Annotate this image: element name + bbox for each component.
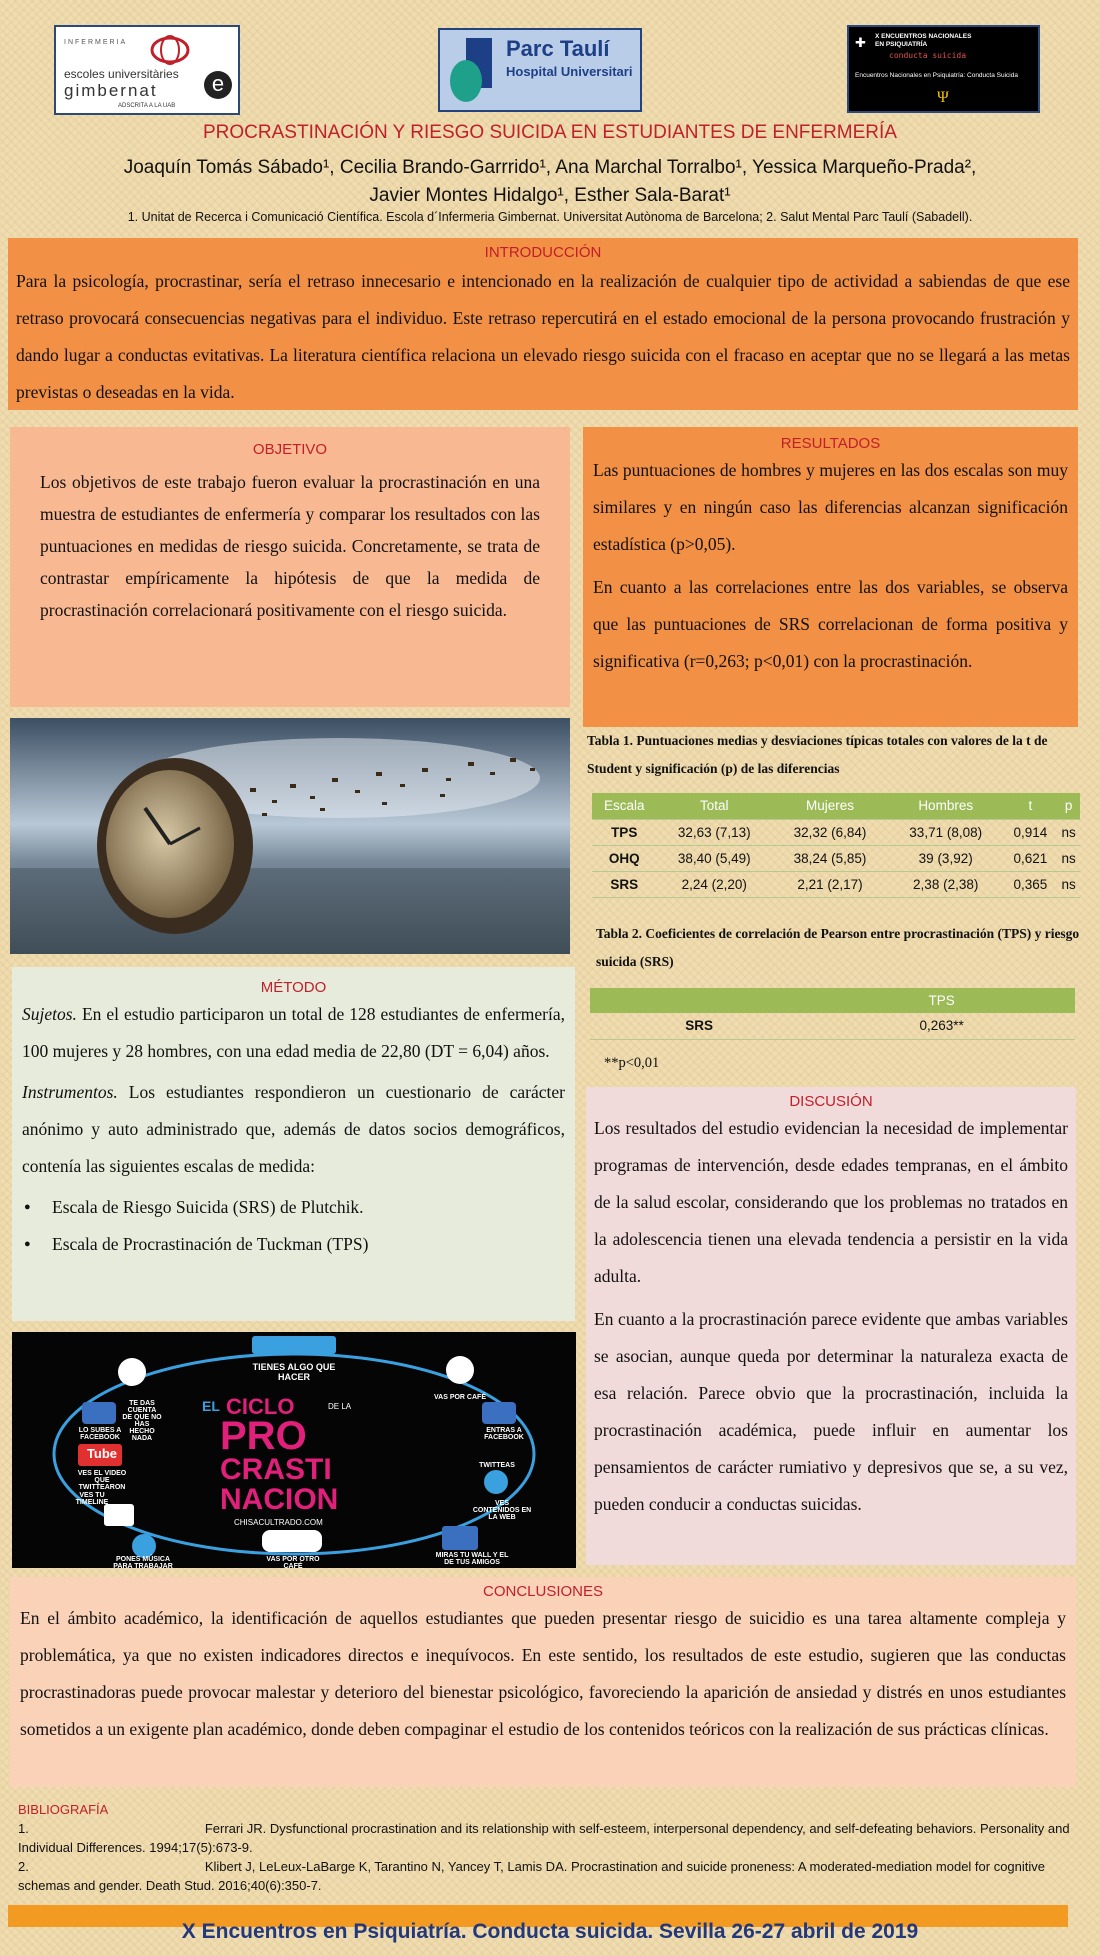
table-row [590, 1013, 1075, 1039]
logo-gimbernat-line2: escoles universitàries [64, 67, 179, 81]
resultados-section [583, 427, 1078, 727]
clock-illustration-icon [10, 718, 570, 954]
conclusiones-heading: CONCLUSIONES [482, 1583, 604, 1600]
table-row [592, 871, 1080, 897]
gimbernat-emblem-icon [148, 33, 192, 67]
table-cell: 33,71 (8,08) [888, 819, 1004, 845]
cycle-label: PONES MÚSICA PARA TRABAJAR [113, 1556, 173, 1568]
reference-2 [18, 1857, 1078, 1895]
tabla1-header-cell: Total [656, 793, 772, 819]
bibliografia-heading: BIBLIOGRAFÍA [18, 1802, 109, 1817]
discusion-heading: DISCUSIÓN [789, 1093, 873, 1110]
cycle-label: ENTRAS A FACEBOOK [484, 1427, 524, 1441]
cycle-pro: PRO [220, 1414, 307, 1458]
poster-title: PROCRASTINACIÓN Y RIESGO SUICIDA EN ESTUDIANTES DE ENFERMERÍA [203, 122, 897, 143]
cycle-ciclo: CICLO [226, 1394, 295, 1419]
instrumentos-label: Instrumentos. [22, 1082, 118, 1102]
cycle-de-la: DE LA [328, 1402, 352, 1411]
list-item: ● Escala de Riesgo Suicida (SRS) de Plutchik. [22, 1189, 565, 1226]
list-item: ● Escala de Procrastinación de Tuckman (TPS) [22, 1226, 565, 1263]
reference-1 [18, 1819, 1078, 1857]
parc-tauli-subtitle: Hospital Universitari [506, 64, 633, 79]
footer-text: X Encuentros en Psiquiatría. Conducta suicida. Sevilla 26-27 abril de 2019 [181, 1920, 919, 1943]
authors-line-1: Joaquín Tomás Sábado¹, Cecilia Brando-Garrrido¹, Ana Marchal Torralbo¹, Yessica Marqueño-Prada², [123, 157, 977, 178]
table-row [592, 845, 1080, 871]
cycle-label: MIRAS TU WALL Y EL DE TUS AMIGOS [435, 1552, 509, 1566]
metodo-section [12, 967, 575, 1321]
resultados-heading: RESULTADOS [780, 435, 881, 452]
table-cell: 32,32 (6,84) [772, 819, 888, 845]
cycle-el: EL [202, 1398, 220, 1414]
discusion-paragraph-1: Los resultados del estudio evidencian la necesidad de implementar programas de intervención, desde edades tempranas, en el ámbito de la salud escolar, considerando que los problemas no tratados en la adolescencia tienen una elevada tendencia a persistir en la vida adulta. [594, 1118, 1068, 1286]
gimbernat-logo [54, 25, 240, 115]
table-cell: 39 (3,92) [888, 845, 1004, 871]
conclusiones-text: En el ámbito académico, la identificación de aquellos estudiantes que pueden presentar riesgo de suicidio es una tarea altamente compleja y problemática, ya que no existen indicadores directos e inequívocos. En este sentido, los resultados de este estudio, sugieren que las conductas procrastinadoras puede provocar malestar y deterioro del bienestar psicológico, favoreciendo la aparición de ansiedad y distrés en unos estudiantes sometidos a un exigente plan académico, donde deben compaginar el estudio de los contenidos teóricos con la realización de sus prácticas clínicas. [20, 1608, 1066, 1739]
youtube-icon: Tube [86, 1446, 118, 1461]
table-cell: 2,24 (2,20) [656, 871, 772, 897]
encuentros-line2: EN PSIQUIATRÍA [875, 41, 928, 48]
tabla1-header-cell: p [1057, 793, 1080, 819]
objetivo-text: Los objetivos de este trabajo fueron evaluar la procrastinación en una muestra de estudiantes de enfermería y comparar los resultados con las puntuaciones en medidas de riesgo suicida. Concretamente, se trata de contrastar empíricamente la hipótesis de que la medida de procrastinación correlacionará positivamente con el riesgo suicida. [40, 472, 540, 620]
tabla1-caption: Tabla 1. Puntuaciones medias y desviaciones típicas totales con valores de la t de Student y significación (p) de las diferencias [587, 733, 1048, 776]
cycle-label: VES EL VIDEO QUE TWITTEARON [77, 1470, 127, 1491]
encuentros-line3: conducta suicida [889, 51, 967, 60]
authors [40, 154, 1060, 210]
cycle-site: CHISACULTRADO.COM [234, 1518, 323, 1527]
parc-tauli-name: Parc Taulí [506, 36, 610, 61]
tabla1-header-cell: t [1004, 793, 1058, 819]
encuentros-line1: X ENCUENTROS NACIONALES [875, 33, 972, 40]
tabla1-header-cell: Hombres [888, 793, 1004, 819]
cycle-label: LO SUBES A FACEBOOK [78, 1427, 122, 1441]
cycle-nacion: NACION [220, 1483, 339, 1516]
tabla1 [592, 793, 1080, 898]
introduccion-heading: INTRODUCCIÓN [484, 244, 602, 261]
table-row [592, 819, 1080, 845]
tabla2-caption: Tabla 2. Coeficientes de correlación de Pearson entre procrastinación (TPS) y riesgo suicida (SRS) [596, 926, 1080, 969]
discusion-paragraph-2: En cuanto a la procrastinación parece evidente que ambas variables se asocian, aunque queda por determinar la naturaleza exacta de esa relación. Parece obvio que la procrastinación, incluida la procrastinación académica, puede influir en aumentar los pensamientos de carácter rumiativo y depresivos que se, a su vez, pueden conducir a conductas suicidas. [594, 1309, 1068, 1514]
encuentros-cross-icon: ✚ [855, 35, 866, 50]
logo-gimbernat-line3: gimbernat [64, 81, 158, 100]
metodo-instrumentos [22, 1074, 565, 1185]
tabla2-note: **p<0,01 [604, 1055, 660, 1071]
conclusiones-section [10, 1577, 1076, 1787]
reference-number: 2. [18, 1859, 29, 1874]
instrumentos-text: Los estudiantes respondieron un cuestionario de carácter anónimo y auto administrado que, además de datos socios demográficos, contenía las siguientes escalas de medida: [22, 1082, 565, 1176]
tabla1-header-cell: Escala [592, 793, 656, 819]
tabla1-header-cell: Mujeres [772, 793, 888, 819]
introduccion-text: Para la psicología, procrastinar, sería el retraso innecesario e intencionado en la realización de cualquier tipo de actividad a sabiendas de que ese retraso provocará consecuencias negativas para el individuo. Este retraso repercutirá en el estado emocional de la persona provocando frustración y dando lugar a conductas evitativas. La literatura científica relaciona un elevado riesgo suicida con el fracaso en aceptar que no se llegará a las metas previstas o deseadas en la vida. [16, 271, 1070, 402]
bibliografia-section [18, 1800, 1078, 1895]
table-cell: 0,914 [1004, 819, 1058, 845]
objetivo-section [10, 427, 570, 707]
authors-line-2: Javier Montes Hidalgo¹, Esther Sala-Barat¹ [369, 185, 731, 206]
tabla2-header-row [590, 988, 1075, 1013]
table-cell: 38,40 (5,49) [656, 845, 772, 871]
tabla2-header-empty [590, 988, 808, 1013]
parc-tauli-logo [438, 28, 642, 112]
introduccion-section [8, 238, 1078, 410]
cycle-label: VAS POR OTRO CAFÉ [266, 1556, 320, 1568]
table-cell: SRS [590, 1013, 808, 1039]
logo-gimbernat-line4: ADSCRITA A LA UAB [118, 103, 176, 109]
reference-text: Klibert J, LeLeux-LaBarge K, Tarantino N, Yancey T, Lamis DA. Procrastination and suicide proneness: A moderated-mediation model for cognitive schemas and gender. Death Stud. 2016;40(6):350-7. [18, 1859, 1046, 1893]
logo-gimbernat-line1: INFERMERIA [64, 39, 128, 46]
reference-text: Ferrari JR. Dysfunctional procrastination and its relationship with self-esteem, interpersonal dependency, and self-defeating behaviors. Personality and Individual Differences. 1994;17(5):673-9. [18, 1821, 1070, 1855]
cycle-label: TE DAS CUENTA DE QUE NO HAS HECHO NADA [122, 1400, 162, 1442]
table-cell: 0,365 [1004, 871, 1058, 897]
metodo-heading: MÉTODO [260, 979, 327, 996]
cycle-label: VAS POR CAFÉ [434, 1394, 486, 1401]
objetivo-heading: OBJETIVO [252, 441, 328, 458]
encuentros-logo [847, 25, 1040, 113]
parc-tauli-circle-icon [450, 60, 482, 102]
e-logo-icon: e [204, 71, 232, 99]
table-cell: 38,24 (5,85) [772, 845, 888, 871]
cycle-label: VES TU TIMELINE [75, 1492, 109, 1506]
table-cell: ns [1057, 871, 1080, 897]
sujetos-label: Sujetos. [22, 1004, 77, 1024]
psi-icon: Ψ [937, 89, 949, 106]
cycle-label-tienes: TIENES ALGO QUE HACER [252, 1362, 336, 1382]
table-cell: SRS [592, 871, 656, 897]
tabla1-header-row [592, 793, 1080, 819]
table-cell: OHQ [592, 845, 656, 871]
table-cell: ns [1057, 819, 1080, 845]
reference-number: 1. [18, 1821, 29, 1836]
table-cell: ns [1057, 845, 1080, 871]
procrastination-cycle-image [12, 1332, 576, 1568]
clock-photo [10, 718, 570, 954]
table-cell: 2,21 (2,17) [772, 871, 888, 897]
table-cell: 0,621 [1004, 845, 1058, 871]
resultados-paragraph-1: Las puntuaciones de hombres y mujeres en las dos escalas son muy similares y en ningún caso las diferencias alcanzan significación estadística (p>0,05). [593, 460, 1068, 554]
table-cell: 0,263** [808, 1013, 1075, 1039]
resultados-paragraph-2: En cuanto a las correlaciones entre las dos variables, se observa que las puntuaciones de SRS correlacionan de forma positiva y significativa (r=0,263; p<0,01) con la procrastinación. [593, 577, 1068, 671]
tabla2-header-cell: TPS [808, 988, 1075, 1013]
cycle-label: TWITTEAS [479, 1462, 515, 1469]
cycle-label: VES CONTENIDOS EN LA WEB [472, 1500, 532, 1521]
encuentros-line4: Encuentros Nacionales en Psiquiatría: Conducta Suicida [855, 72, 1018, 79]
cycle-crasti: CRASTI [220, 1453, 332, 1486]
table-cell: 32,63 (7,13) [656, 819, 772, 845]
metodo-list [22, 1189, 565, 1263]
sujetos-text: En el estudio participaron un total de 128 estudiantes de enfermería, 100 mujeres y 28 hombres, con una edad media de 22,80 (DT = 6,04) años. [22, 1004, 565, 1061]
table-cell: TPS [592, 819, 656, 845]
tabla2 [590, 988, 1075, 1040]
metodo-sujetos [22, 996, 565, 1070]
discusion-section [586, 1087, 1076, 1565]
table-cell: 2,38 (2,38) [888, 871, 1004, 897]
affiliations: 1. Unitat de Recerca i Comunicació Científica. Escola d´Infermeria Gimbernat. Universitat Autònoma de Barcelona; 2. Salut Mental Parc Taulí (Sabadell). [127, 210, 973, 224]
